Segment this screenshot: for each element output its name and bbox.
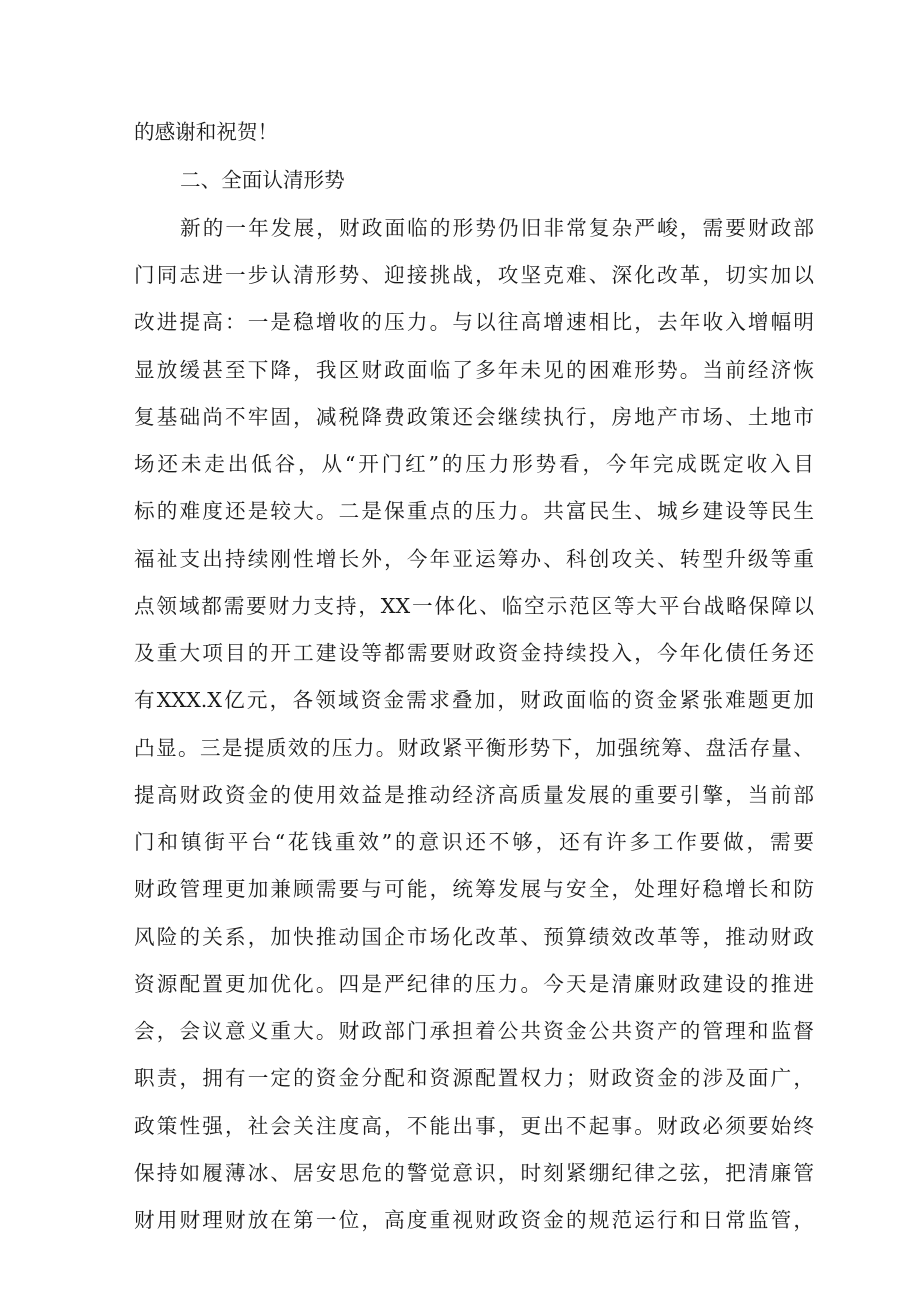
text-line: 标的难度还是较大。二是保重点的压力。共富民生、城乡建设等民生	[134, 499, 814, 523]
text-line: 政策性强，社会关注度高，不能出事，更出不起事。财政必须要始终	[134, 1114, 814, 1138]
text-line: 风险的关系，加快推动国企市场化改革、预算绩效改革等，推动财政	[134, 925, 814, 949]
text-line: 资源配置更加优化。四是严纪律的压力。今天是清廉财政建设的推进	[134, 972, 814, 996]
text-line: 有XXX.X亿元，各领域资金需求叠加，财政面临的资金紧张难题更加	[134, 688, 814, 712]
text-line: 职责，拥有一定的资金分配和资源配置权力；财政资金的涉及面广，	[134, 1066, 814, 1090]
text-line: 场还未走出低谷，从“开门红”的压力形势看，今年完成既定收入目	[134, 452, 814, 476]
text-line: 凸显。三是提质效的压力。财政紧平衡形势下，加强统筹、盘活存量、	[134, 736, 814, 760]
text-line: 的感谢和祝贺！	[134, 120, 279, 144]
text-line: 复基础尚不牢固，减税降费政策还会继续执行，房地产市场、土地市	[134, 405, 814, 429]
text-line: 显放缓甚至下降，我区财政面临了多年未见的困难形势。当前经济恢	[134, 358, 814, 382]
section-heading: 二、全面认清形势	[180, 168, 345, 192]
text-line: 会，会议意义重大。财政部门承担着公共资金公共资产的管理和监督	[134, 1019, 814, 1043]
text-line: 提高财政资金的使用效益是推动经济高质量发展的重要引擎，当前部	[134, 783, 814, 807]
text-line: 福祉支出持续刚性增长外，今年亚运筹办、科创攻关、转型升级等重	[134, 547, 814, 571]
text-line: 门和镇街平台“花钱重效”的意识还不够，还有许多工作要做，需要	[134, 830, 814, 854]
text-line: 保持如履薄冰、居安思危的警觉意识，时刻紧绷纪律之弦，把清廉管	[134, 1161, 814, 1185]
text-line: 新的一年发展，财政面临的形势仍旧非常复杂严峻，需要财政部	[180, 216, 814, 240]
text-line: 财政管理更加兼顾需要与可能，统筹发展与安全，处理好稳增长和防	[134, 877, 814, 901]
text-line: 改进提高：一是稳增收的压力。与以往高增速相比，去年收入增幅明	[134, 310, 814, 334]
text-line: 及重大项目的开工建设等都需要财政资金持续投入，今年化债任务还	[134, 641, 814, 665]
text-line: 点领域都需要财力支持，XX一体化、临空示范区等大平台战略保障以	[134, 594, 814, 618]
text-line: 门同志进一步认清形势、迎接挑战，攻坚克难、深化改革，切实加以	[134, 263, 814, 287]
text-line: 财用财理财放在第一位，高度重视财政资金的规范运行和日常监管，	[134, 1208, 814, 1232]
